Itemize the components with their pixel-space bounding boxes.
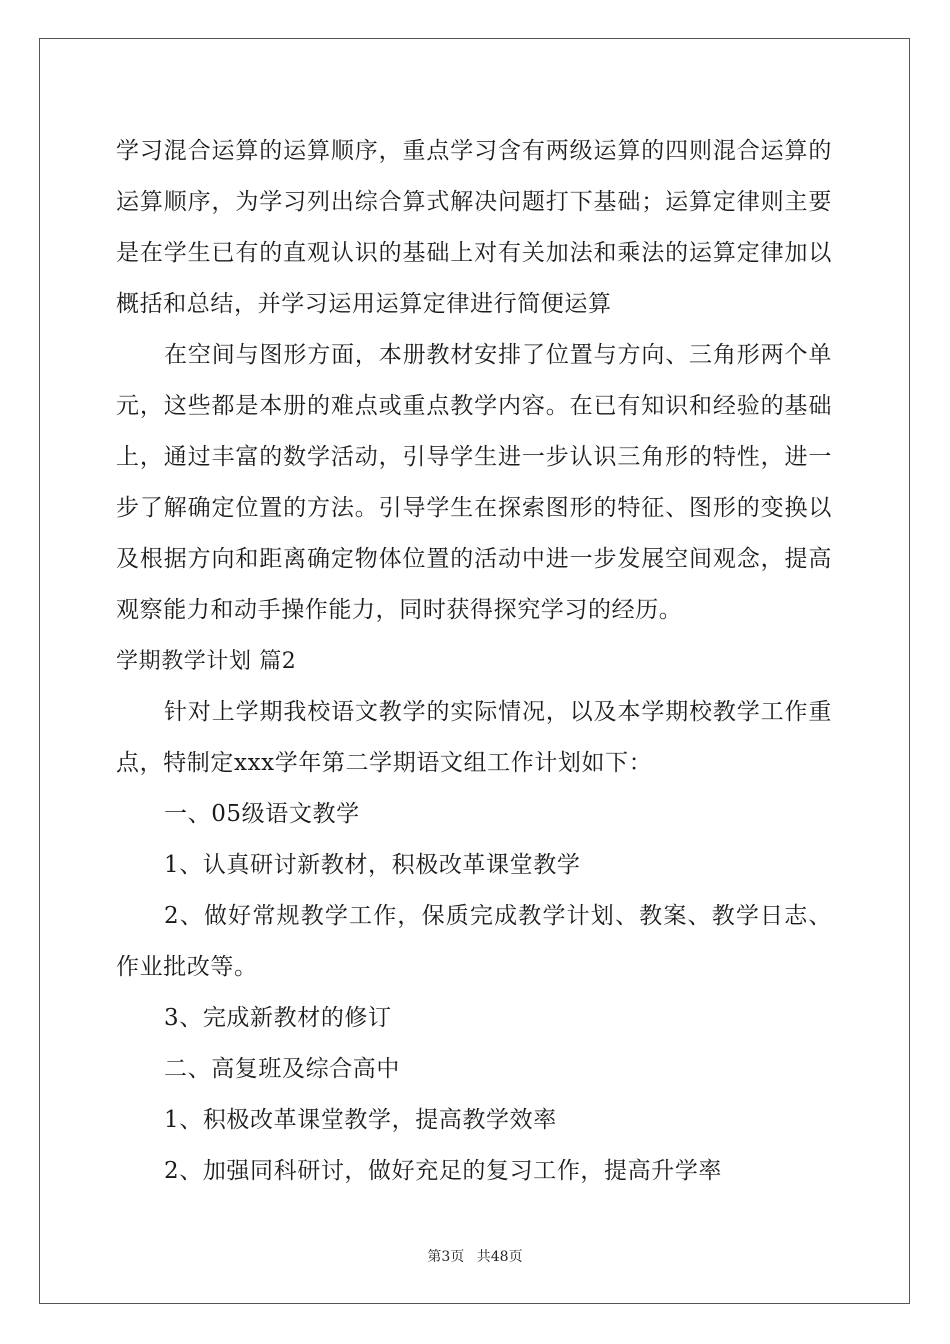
text-line: 一、05级语文教学 (164, 801, 360, 827)
text-line: 二、高复班及综合高中 (164, 1056, 400, 1082)
text-line: 学习混合运算的运算顺序，重点学习含有两级运算的四则混合运算的 (116, 138, 832, 164)
text-line: 及根据方向和距离确定物体位置的活动中进一步发展空间观念，提高 (116, 546, 832, 572)
text-line: 元，这些都是本册的难点或重点教学内容。在已有知识和经验的基础 (116, 393, 832, 419)
text-line: 是在学生已有的直观认识的基础上对有关加法和乘法的运算定律加以 (116, 240, 832, 266)
text-line: 作业批改等。 (116, 954, 258, 980)
text-line: 上，通过丰富的数学活动，引导学生进一步认识三角形的特性，进一 (116, 444, 832, 470)
text-line: 3、完成新教材的修订 (164, 1005, 392, 1031)
text-line: 概括和总结，并学习运用运算定律进行简便运算 (116, 291, 612, 317)
text-line: 步了解确定位置的方法。引导学生在探索图形的特征、图形的变换以 (116, 495, 832, 521)
text-line: 针对上学期我校语文教学的实际情况，以及本学期校教学工作重 (164, 699, 832, 725)
text-line: 运算顺序，为学习列出综合算式解决问题打下基础；运算定律则主要 (116, 189, 832, 215)
text-line: 1、认真研讨新教材，积极改革课堂教学 (164, 852, 581, 878)
text-line: 2、加强同科研讨，做好充足的复习工作，提高升学率 (164, 1158, 723, 1184)
total-pages: 共48页 (476, 1249, 523, 1265)
text-line: 点，特制定xxx学年第二学期语文组工作计划如下： (116, 750, 653, 776)
page-number: 第3页 (427, 1249, 465, 1265)
page-footer (0, 1246, 950, 1266)
text-line: 2、做好常规教学工作，保质完成教学计划、教案、教学日志、 (164, 903, 832, 929)
text-line: 在空间与图形方面，本册教材安排了位置与方向、三角形两个单 (164, 342, 832, 368)
text-line: 1、积极改革课堂教学，提高教学效率 (164, 1107, 557, 1133)
text-line: 观察能力和动手操作能力，同时获得探究学习的经历。 (116, 597, 683, 623)
section-heading: 学期教学计划 篇2 (116, 649, 297, 674)
document-body (116, 126, 832, 1197)
